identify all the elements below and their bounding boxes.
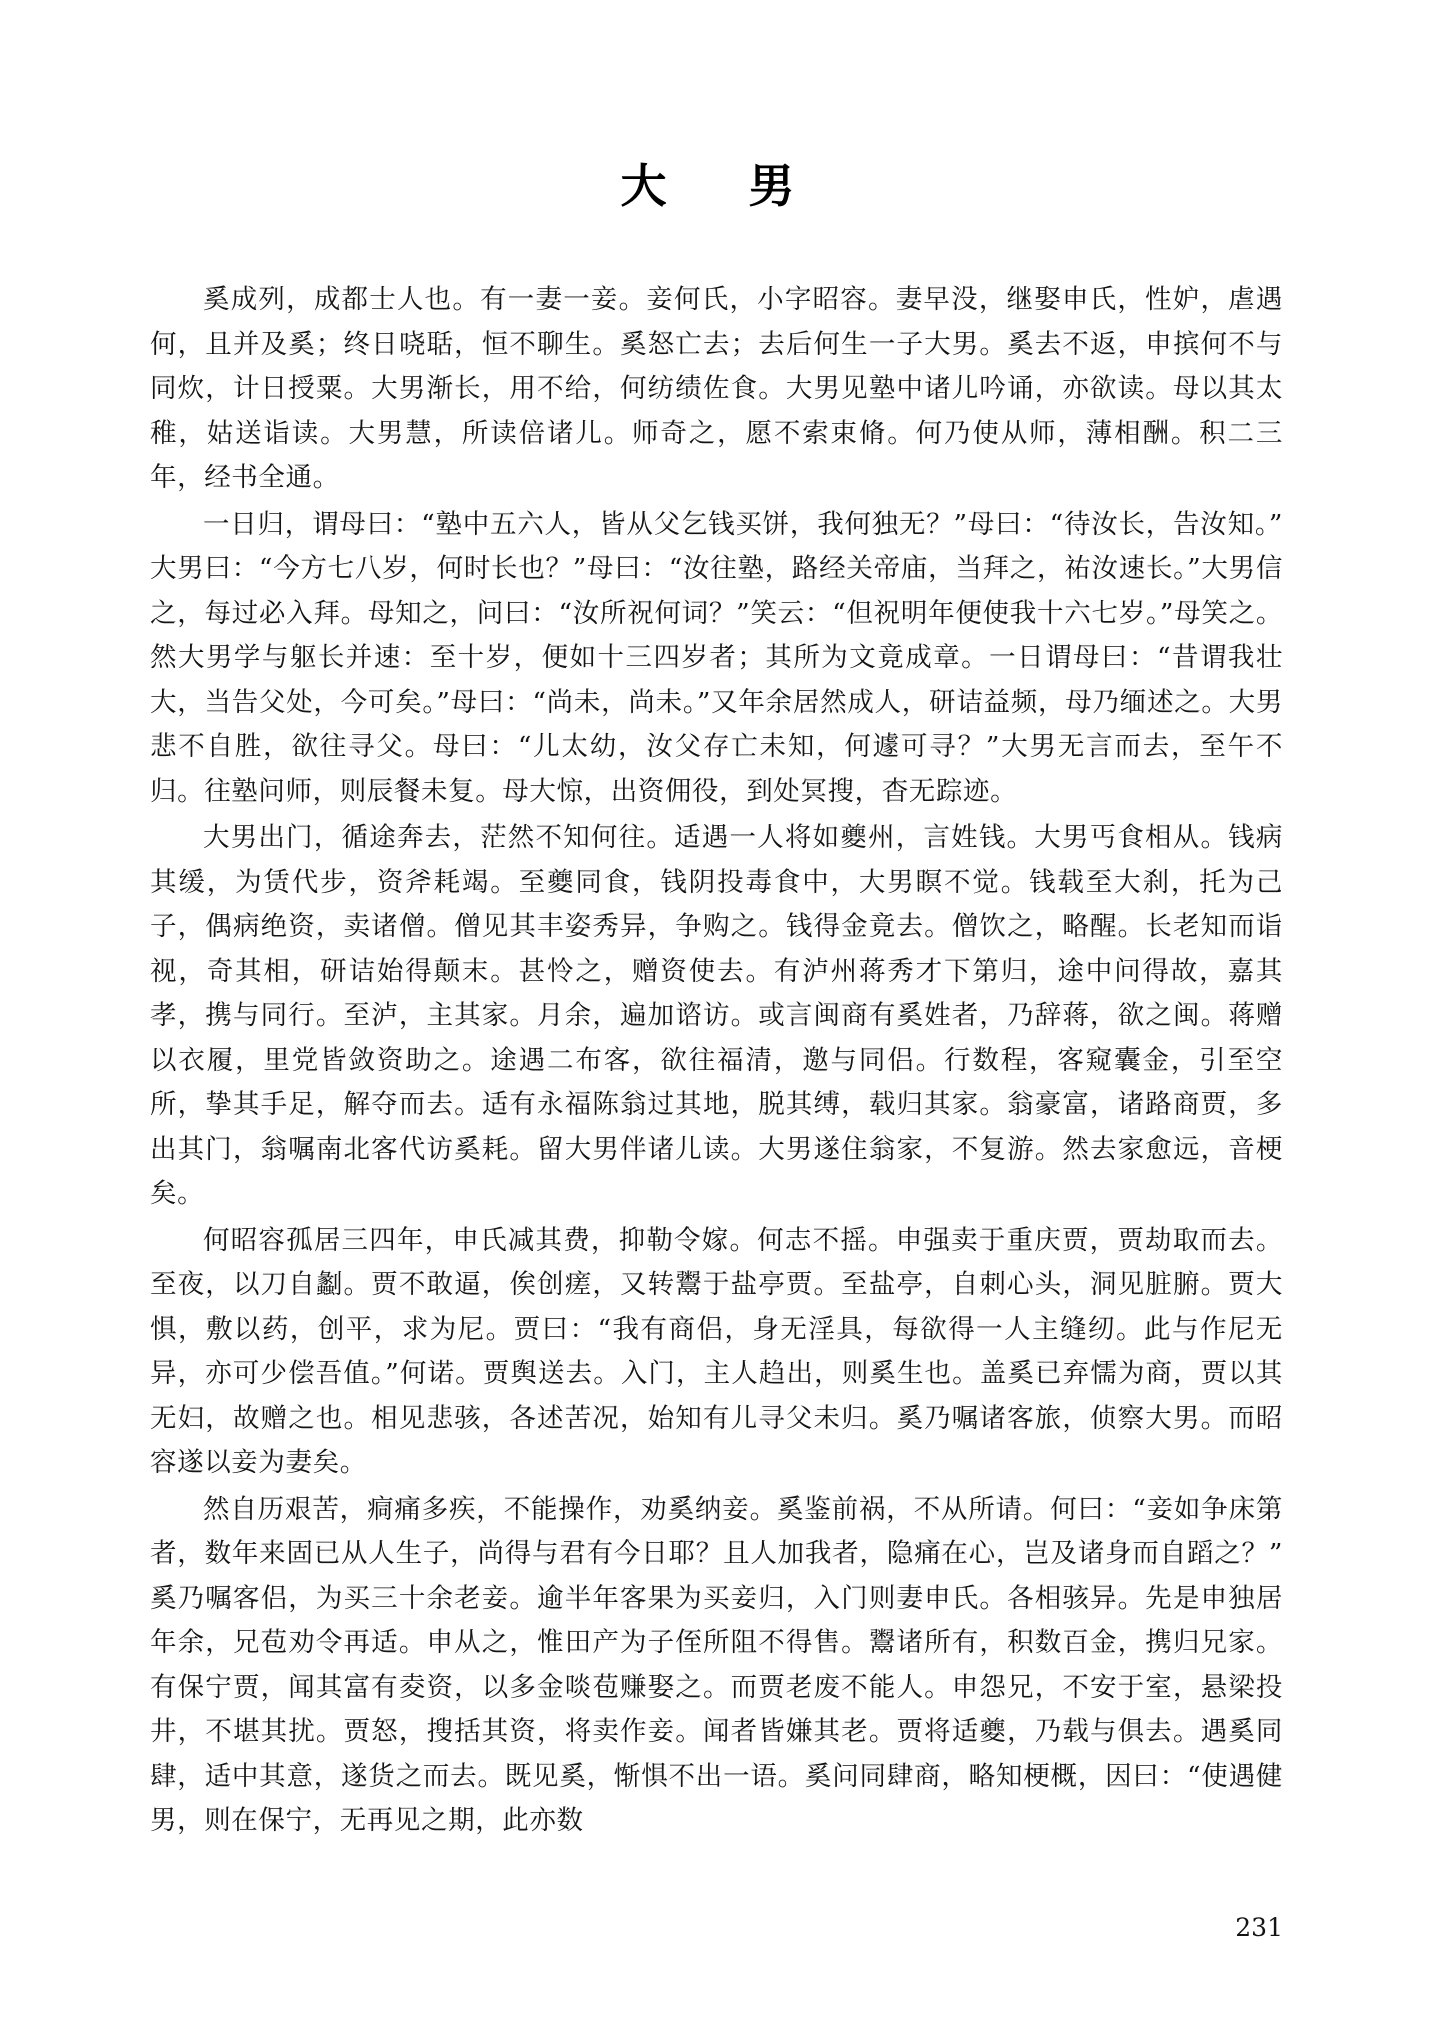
- page-title: 大 男: [620, 159, 813, 213]
- page-number: 231: [1235, 1913, 1283, 1942]
- paragraph: 何昭容孤居三四年，申氏减其费，抑勒令嫁。何志不摇。申强卖于重庆贾，贾劫取而去。至夜，以刀自劙。贾不敢逼，俟创瘥，又转鬻于盐亭贾。至盐亭，自刺心头，洞见脏腑。贾大惧，敷以药，创平，求为尼。贾曰：“我有商侣，身无淫具，每欲得一人主缝纫。此与作尼无异，亦可少偿吾值。”何诺。贾舆送去。入门，主人趋出，则奚生也。盖奚已弃懦为商，贾以其无妇，故赠之也。相见悲骇，各述苦况，始知有儿寻父未归。奚乃嘱诸客旅，侦察大男。而昭容遂以妾为妻矣。: [150, 1224, 1283, 1478]
- paragraph: 大男出门，循途奔去，茫然不知何往。适遇一人将如夔州，言姓钱。大男丐食相从。钱病其缓，为赁代步，资斧耗竭。至夔同食，钱阴投毒食中，大男瞑不觉。钱载至大刹，托为己子，偶病绝资，卖诸僧。僧见其丰姿秀异，争购之。钱得金竟去。僧饮之，略醒。长老知而诣视，奇其相，研诘始得颠末。甚怜之，赠资使去。有泸州蒋秀才下第归，途中问得故，嘉其孝，携与同行。至泸，主其家。月余，遍加谘访。或言闽商有奚姓者，乃辞蒋，欲之闽。蒋赠以衣履，里党皆敛资助之。途遇二布客，欲往福清，邀与同侣。行数程，客窥囊金，引至空所，挚其手足，解夺而去。适有永福陈翁过其地，脱其缚，载归其家。翁豪富，诸路商贾，多出其门，翁嘱南北客代访奚耗。留大男伴诸儿读。大男遂住翁家，不复游。然去家愈远，音梗矣。: [150, 822, 1283, 1209]
- paragraph: 一日归，谓母曰：“塾中五六人，皆从父乞钱买饼，我何独无？”母曰：“待汝长，告汝知。”大男曰：“今方七八岁，何时长也？”母曰：“汝往塾，路经关帝庙，当拜之，祐汝速长。”大男信之，每过必入拜。母知之，问曰：“汝所祝何词？”笑云：“但祝明年便使我十六七岁。”母笑之。然大男学与躯长并速：至十岁，便如十三四岁者；其所为文竟成章。一日谓母曰：“昔谓我壮大，当告父处，今可矣。”母曰：“尚未，尚未。”又年余居然成人，研诘益频，母乃缅述之。大男悲不自胜，欲往寻父。母曰：“儿太幼，汝父存亡未知，何遽可寻？”大男无言而去，至午不归。往塾问师，则辰餐未复。母大惊，出资佣役，到处冥搜，杳无踪迹。: [150, 508, 1283, 807]
- paragraph: 奚成列，成都士人也。有一妻一妾。妾何氏，小字昭容。妻早没，继娶申氏，性妒，虐遇何，且并及奚；终日哓聒，恒不聊生。奚怒亡去；去后何生一子大男。奚去不返，申摈何不与同炊，计日授粟。大男渐长，用不给，何纺绩佐食。大男见塾中诸儿吟诵，亦欲读。母以其太稚，姑送诣读。大男慧，所读倍诸儿。师奇之，愿不索束脩。何乃使从师，薄相酬。积二三年，经书全通。: [150, 284, 1283, 493]
- body-text: [150, 278, 1283, 1844]
- paragraph: 然自历艰苦，痌痛多疾，不能操作，劝奚纳妾。奚鉴前祸，不从所请。何曰：“妾如争床第者，数年来固已从人生子，尚得与君有今日耶？且人加我者，隐痛在心，岂及诸身而自蹈之？”奚乃嘱客侣，为买三十余老妾。逾半年客果为买妾归，入门则妻申氏。各相骇异。先是申独居年余，兄苞劝令再适。申从之，惟田产为子侄所阻不得售。鬻诸所有，积数百金，携归兄家。有保宁贾，闻其富有夌资，以多金啖苞赚娶之。而贾老废不能人。申怨兄，不安于室，悬梁投井，不堪其扰。贾怒，搜括其资，将卖作妾。闻者皆嫌其老。贾将适夔，乃载与俱去。遇奚同肆，适中其意，遂货之而去。既见奚，惭惧不出一语。奚问同肆商，略知梗概，因曰：“使遇健男，则在保宁，无再见之期，此亦数: [150, 1493, 1283, 1836]
